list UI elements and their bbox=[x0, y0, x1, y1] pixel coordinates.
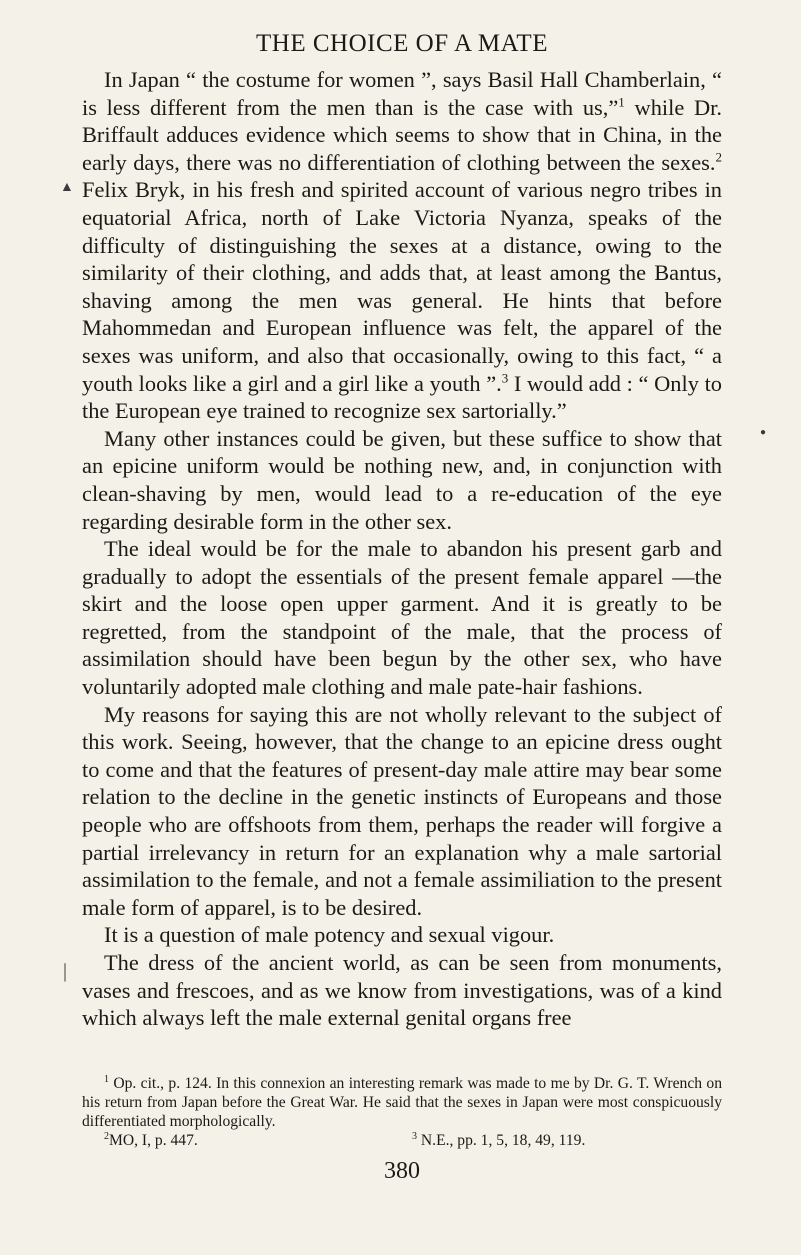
footnote-3-number: 3 bbox=[412, 1130, 417, 1142]
footnote-ref-2[interactable]: 2 bbox=[715, 149, 722, 165]
paragraph-4: My reasons for saying this are not wholly relevant to the subject of this work. Seeing, however, that the change to an epicine dress ought to come and that the features of present-day male attire may bear some relation to the decline in the genetic instincts of Europeans and those people who are offshoots from them, perhaps the reader will forgive a partial irrelevancy in return for an explanation why a male sartorial assimilation to the female, and not a female assimiliation to the present male form of apparel, is to be desired. bbox=[82, 701, 722, 920]
book-page bbox=[82, 24, 722, 1184]
footnote-ref-3[interactable]: 3 bbox=[501, 370, 509, 386]
footnote-1-text: Op. cit., p. 124. In this connexion an interesting remark was made to me by Dr. G. T. Wrench on his return from Japan before the Great War. He said that the sexes in Japan were most conspicuously differentiated morphologically. bbox=[82, 1075, 722, 1130]
margin-bar-icon: | bbox=[63, 960, 68, 982]
footnote-1 bbox=[82, 1074, 722, 1131]
footnote-2 bbox=[82, 1131, 412, 1150]
footnote-2-number: 2 bbox=[104, 1130, 109, 1142]
paragraph-2: Many other instances could be given, but these suffice to show that an epicine uniform would be nothing new, and, in conjunction with clean-shaving by men, would lead to a re-education of the eye regarding desirable form in the other sex. bbox=[82, 425, 722, 534]
margin-mark-right-icon: ● bbox=[760, 427, 767, 438]
footnote-3-text: N.E., pp. 1, 5, 18, 49, 119. bbox=[420, 1132, 586, 1149]
footnote-1-number: 1 bbox=[104, 1073, 109, 1085]
footnotes bbox=[82, 1074, 722, 1150]
footnote-2-text: MO, I, p. 447. bbox=[109, 1132, 198, 1149]
paragraph-6: The dress of the ancient world, as can be seen from monuments, vases and frescoes, and as we know from investigations, was of a kind which always left the male external genital organs free bbox=[82, 950, 722, 1031]
footnote-3 bbox=[412, 1131, 585, 1150]
paragraph-1 bbox=[82, 66, 722, 425]
para1-text-a: In Japan “ the costume for women ”, says Basil Hall Chamberlain, “ is less different from the men than is the case with us,” bbox=[82, 67, 722, 120]
running-head: THE CHOICE OF A MATE bbox=[256, 30, 548, 57]
para1-text-c: Felix Bryk, in his fresh and spirited account of various negro tribes in equatorial Africa, north of Lake Victoria Nyanza, speaks of the difficulty of distinguishing the sexes at a distance, owing to the similarity of their clothing, and adds that, at least among the Bantus, shaving among the men was general. He hints that before Mahommedan and European influence was felt, the apparel of the sexes was uniform, and also that occasionally, owing to this fact, “ a youth looks like a girl and a girl like a youth ”. bbox=[82, 177, 722, 396]
para1-text-d: I would add : “ Only to the European eye trained to recognize sex sartorially.” bbox=[82, 370, 722, 424]
paragraph-3: The ideal would be for the male to abandon his present garb and gradually to adopt the essentials of the present female apparel —the skirt and the loose open upper garment. And it is greatly to be regretted, from the standpoint of the male, that the process of assimilation should have been begun by the other sex, who have voluntarily adopted male clothing and male pate-hair fashions. bbox=[82, 536, 722, 700]
footnote-row-2-3 bbox=[82, 1131, 722, 1150]
margin-mark-left-icon: ▲ bbox=[60, 180, 74, 195]
para1-text-b: while Dr. Briffault adduces evidence which seems to show that in China, in the early days, there was no differentiation of clothing between the sexes. bbox=[82, 94, 722, 175]
footnote-ref-1[interactable]: 1 bbox=[618, 94, 625, 110]
page-number: 380 bbox=[384, 1158, 420, 1184]
paragraph-5: It is a question of male potency and sexual vigour. bbox=[104, 922, 555, 948]
body-text bbox=[82, 66, 722, 1032]
